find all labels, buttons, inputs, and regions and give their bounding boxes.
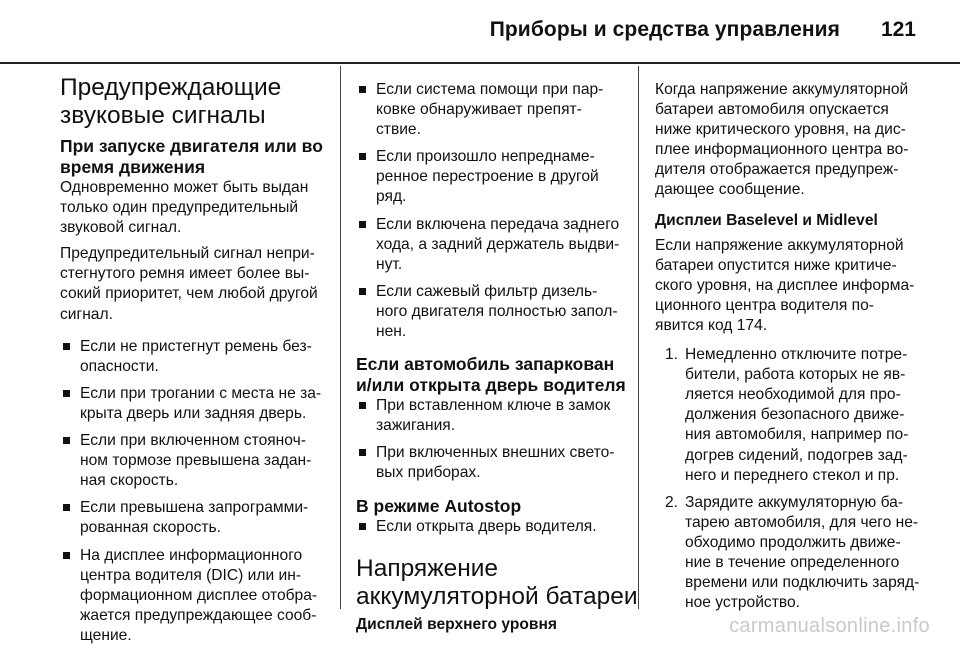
- list-item: Если сажевый фильтр дизель- ного двигателя полностью запол- нен.: [356, 282, 626, 342]
- list-item: 2. Зарядите аккумуляторную ба- тарею автомобиля, для чего не- обходимо продолжить движе- ние в течение определенного времени или подключить заряд- ное устройство.: [665, 493, 920, 612]
- bullet-list: [356, 517, 626, 537]
- subsection-title-upper-display: Дисплей верхнего уровня: [356, 616, 557, 634]
- paragraph: Если напряжение аккумуляторной батареи опустится ниже критиче- ского уровня, на дисплее информа- ционного центра водителя по- явится код 174.: [655, 236, 915, 334]
- list-item: Если открыта дверь водителя.: [356, 517, 626, 537]
- list-item: Если система помощи при пар- ковке обнаруживает препят- ствие.: [356, 80, 626, 140]
- bullet-list: [60, 337, 330, 646]
- list-item: 1. Немедленно отключите потре- бители, работа которых не яв- ляется необходимой для про- должения безопасного движе- ния автомобиля, например по- догрев сидений, подогрев зад- него и переднего стекол и пр.: [665, 346, 909, 484]
- page-number: 121: [880, 18, 916, 41]
- list-item: Если превышена запрограмми- рованная скорость.: [60, 498, 330, 538]
- section-title-battery-voltage: Напряжение аккумуляторной батареи: [356, 555, 638, 611]
- paragraph: Предупредительный сигнал непри- стегнутого ремня имеет более вы- сокий приоритет, чем любой другой сигнал.: [60, 245, 318, 323]
- paragraph: Одновременно может быть выдан только один предупредительный звуковой сигнал.: [60, 179, 309, 237]
- list-item: Если при трогании с места не за- крыта дверь или задняя дверь.: [60, 384, 330, 424]
- list-item: Если не пристегнут ремень без- опасности.: [60, 337, 330, 377]
- bullet-list: [356, 396, 626, 483]
- subsection-title-autostop: В режиме Autostop: [356, 495, 522, 516]
- step-number: 2.: [665, 493, 679, 511]
- column-1: [60, 74, 330, 653]
- step-number: 1.: [665, 346, 679, 364]
- column-2: [356, 80, 638, 638]
- subsection-title-baselevel: Дисплеи Baselevel и Midlevel: [655, 211, 878, 229]
- paragraph: Когда напряжение аккумуляторной батареи автомобиля опускается ниже критического уровня, на дис- плее информационного центра во- дителя отображается предупреж- дающее сообщение.: [655, 81, 909, 199]
- bullet-list: [356, 80, 626, 342]
- column-3: [655, 80, 930, 620]
- subsection-title-parked: Если автомобиль запаркован и/или открыта дверь водителя: [356, 354, 626, 395]
- list-item: Если включена передача заднего хода, а задний держатель выдви- нут.: [356, 215, 626, 275]
- column-divider: [638, 66, 639, 609]
- list-item: При вставленном ключе в замок зажигания.: [356, 396, 626, 436]
- page-header: [0, 0, 960, 64]
- section-title-warning-chimes: Предупреждающие звуковые сигналы: [60, 74, 282, 129]
- column-divider: [340, 66, 341, 609]
- watermark: carmanualsonline.info: [729, 615, 930, 637]
- subsection-title-starting: При запуске двигателя или во время движения: [60, 136, 323, 177]
- header-title: Приборы и средства управления: [489, 18, 840, 41]
- list-item: Если произошло непреднаме- ренное перестроение в другой ряд.: [356, 147, 626, 207]
- numbered-list: [655, 345, 930, 613]
- list-item: При включенных внешних свето- вых приборах.: [356, 443, 626, 483]
- list-item: На дисплее информационного центра водителя (DIC) или ин- формационном дисплее отобра- жается предупреждающее сооб- щение.: [60, 546, 330, 646]
- list-item: Если при включенном стояноч- ном тормозе превышена задан- ная скорость.: [60, 431, 330, 491]
